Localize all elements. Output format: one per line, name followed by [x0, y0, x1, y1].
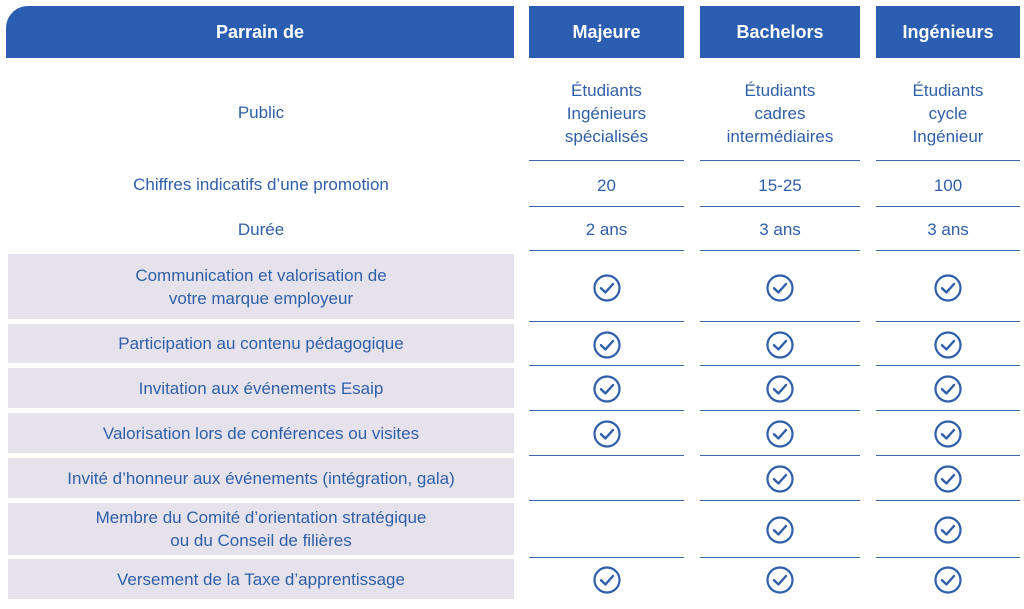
header-majeure [529, 6, 684, 58]
row-label-communication [8, 254, 514, 319]
row-label-duree [8, 209, 514, 249]
cell-membre-comite-ingenieurs [876, 503, 1020, 558]
row-label-text: Chiffres indicatifs d’une promotion [133, 174, 389, 194]
check-circle-icon [592, 374, 622, 404]
cell-communication-ingenieurs [876, 254, 1020, 322]
cell-chiffres-ingenieurs [876, 164, 1020, 207]
check-circle-icon [933, 565, 963, 595]
check-circle-icon [933, 330, 963, 360]
cell-text: 100 [933, 175, 963, 195]
check-circle-icon [765, 273, 795, 303]
row-label-participation [8, 324, 514, 363]
row-label-text: Communication et valorisation de votre marque employeur [135, 265, 387, 308]
check-circle-icon [592, 419, 622, 449]
cell-public-majeure [529, 66, 684, 161]
cell-text: 20 [597, 175, 616, 195]
cell-membre-comite-majeure [529, 503, 684, 558]
check-circle-icon [765, 374, 795, 404]
cell-valorisation-bachelors [700, 413, 860, 456]
cell-text: Étudiants Ingénieurs spécialisés [564, 80, 649, 146]
row-label-public [8, 66, 514, 158]
check-circle-icon [933, 374, 963, 404]
row-label-text: Valorisation lors de conférences ou visites [102, 423, 420, 443]
row-label-invitation [8, 368, 514, 408]
header-col-label: Bachelors [736, 21, 824, 42]
cell-text: 3 ans [927, 220, 969, 239]
cell-taxe-apprentissage-ingenieurs [876, 559, 1020, 601]
cell-invite-honneur-majeure [529, 458, 684, 501]
cell-text: 3 ans [759, 220, 801, 239]
row-label-taxe-apprentissage [8, 559, 514, 599]
row-label-text: Participation au contenu pédagogique [118, 334, 404, 353]
cell-chiffres-majeure [529, 164, 684, 207]
cell-text: Étudiants cadres intermédiaires [726, 80, 834, 146]
cell-taxe-apprentissage-bachelors [700, 559, 860, 601]
cell-text: 2 ans [585, 220, 628, 239]
cell-participation-bachelors [700, 324, 860, 366]
cell-text: Étudiants cycle Ingénieur [912, 80, 984, 146]
header-parrain-de [6, 6, 514, 58]
row-label-text: Versement de la Taxe d’apprentissage [117, 569, 405, 589]
cell-communication-bachelors [700, 254, 860, 322]
check-circle-icon [592, 330, 622, 360]
cell-public-ingenieurs [876, 66, 1020, 161]
row-label-text: Invitation aux événements Esaip [138, 378, 384, 398]
row-label-invite-honneur [8, 458, 514, 498]
row-label-membre-comite [8, 503, 514, 555]
check-circle-icon [933, 419, 963, 449]
check-circle-icon [933, 464, 963, 494]
check-circle-icon [765, 330, 795, 360]
cell-invite-honneur-ingenieurs [876, 458, 1020, 501]
cell-participation-ingenieurs [876, 324, 1020, 366]
row-label-text: Public [237, 102, 285, 122]
cell-text: 15-25 [758, 175, 802, 195]
cell-valorisation-ingenieurs [876, 413, 1020, 456]
cell-public-bachelors [700, 66, 860, 161]
check-circle-icon [765, 515, 795, 545]
cell-invitation-majeure [529, 368, 684, 411]
cell-participation-majeure [529, 324, 684, 366]
check-circle-icon [592, 565, 622, 595]
header-bachelors [700, 6, 860, 58]
check-circle-icon [765, 419, 795, 449]
cell-invitation-ingenieurs [876, 368, 1020, 411]
cell-taxe-apprentissage-majeure [529, 559, 684, 601]
check-circle-icon [933, 273, 963, 303]
cell-invite-honneur-bachelors [700, 458, 860, 501]
cell-chiffres-bachelors [700, 164, 860, 207]
header-col-label: Majeure [572, 21, 641, 42]
cell-duree-ingenieurs [876, 209, 1020, 251]
header-col-label: Ingénieurs [902, 21, 994, 42]
header-ingenieurs [876, 6, 1020, 58]
cell-membre-comite-bachelors [700, 503, 860, 558]
check-circle-icon [933, 515, 963, 545]
check-circle-icon [765, 565, 795, 595]
cell-invitation-bachelors [700, 368, 860, 411]
cell-valorisation-majeure [529, 413, 684, 456]
row-label-text: Invité d’honneur aux événements (intégration, gala) [67, 468, 455, 488]
cell-duree-bachelors [700, 209, 860, 251]
cell-communication-majeure [529, 254, 684, 322]
check-circle-icon [592, 273, 622, 303]
row-label-valorisation [8, 413, 514, 453]
cell-duree-majeure [529, 209, 684, 251]
row-label-text: Membre du Comité d’orientation stratégique ou du Conseil de filières [95, 508, 427, 550]
row-label-chiffres [8, 164, 514, 204]
header-label: Parrain de [215, 21, 305, 42]
check-circle-icon [765, 464, 795, 494]
row-label-text: Durée [237, 219, 285, 239]
